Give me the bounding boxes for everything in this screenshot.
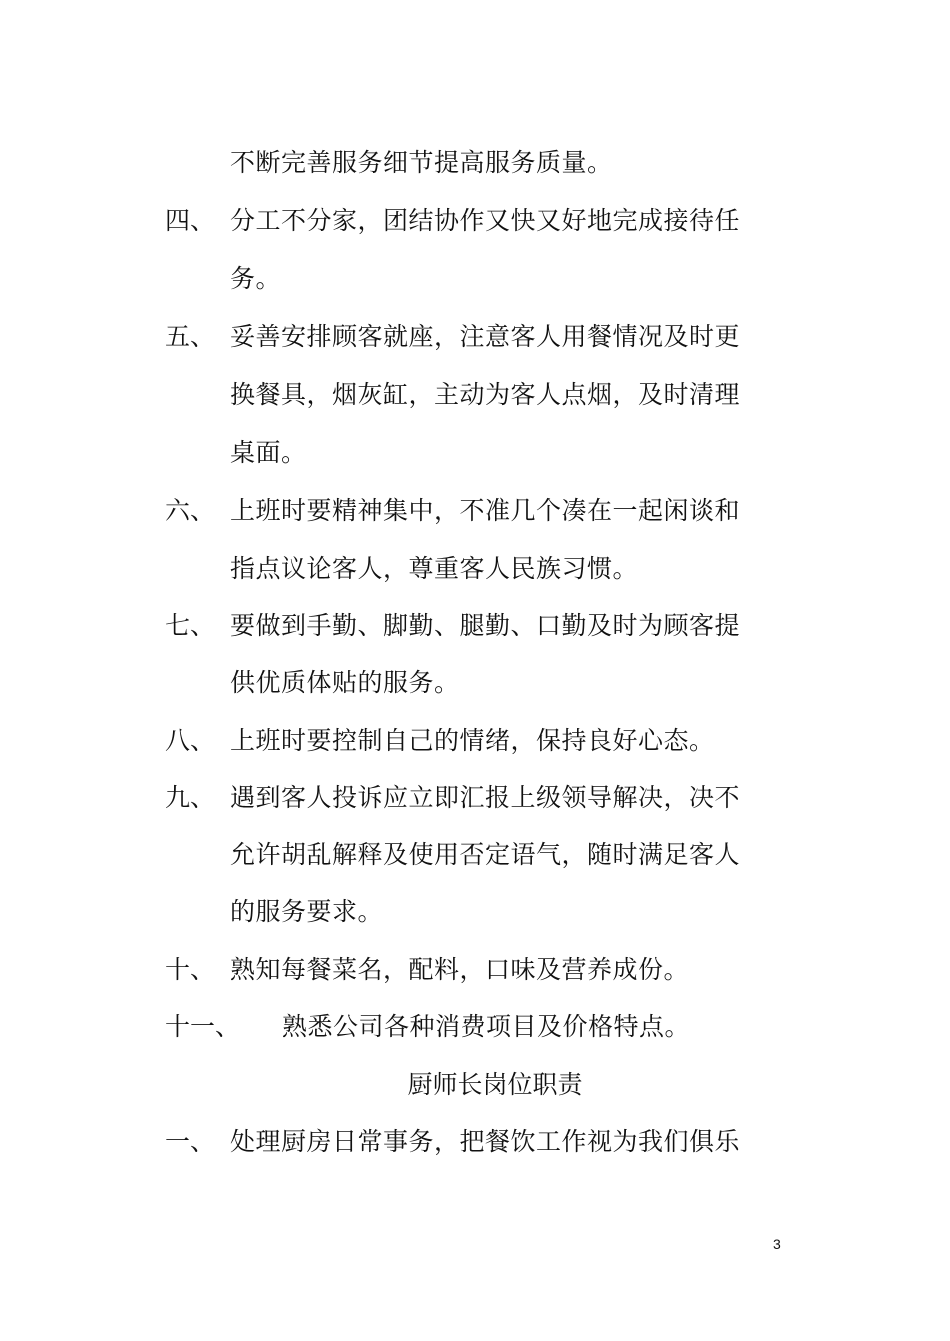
item-4-line-1: 分工不分家，团结协作又快又好地完成接待任 [230,206,741,235]
section-item-1-line-1: 处理厨房日常事务，把餐饮工作视为我们俱乐 [230,1127,741,1156]
item-10-line-1: 熟知每餐菜名，配料，口味及营养成份。 [230,955,690,984]
section-item-number-1: 一、 [165,1127,216,1156]
section-title: 厨师长岗位职责 [407,1070,583,1099]
item-7-line-2: 供优质体贴的服务。 [230,668,460,697]
item-4-line-2: 务。 [230,264,282,293]
item-9-line-1: 遇到客人投诉应立即汇报上级领导解决，决不 [230,783,741,812]
page-number: 3 [773,1236,781,1252]
item-number-5: 五、 [165,322,216,351]
item-7-line-1: 要做到手勤、脚勤、腿勤、口勤及时为顾客提 [230,611,741,640]
item-5-line-1: 妥善安排顾客就座，注意客人用餐情况及时更 [230,322,741,351]
carry-over-line: 不断完善服务细节提高服务质量。 [230,148,613,177]
item-number-7: 七、 [165,611,216,640]
item-9-line-3: 的服务要求。 [230,897,384,926]
item-number-9: 九、 [165,783,216,812]
item-5-line-3: 桌面。 [230,438,307,467]
item-number-8: 八、 [165,726,216,755]
item-6-line-2: 指点议论客人，尊重客人民族习惯。 [230,554,639,583]
item-11-line-1: 熟悉公司各种消费项目及价格特点。 [282,1012,691,1041]
item-number-6: 六、 [165,496,216,525]
item-number-4: 四、 [165,206,216,235]
item-8-line-1: 上班时要控制自己的情绪，保持良好心态。 [230,726,715,755]
item-9-line-2: 允许胡乱解释及使用否定语气，随时满足客人 [230,840,741,869]
item-5-line-2: 换餐具，烟灰缸，主动为客人点烟，及时清理 [230,380,741,409]
item-6-line-1: 上班时要精神集中，不准几个凑在一起闲谈和 [230,496,741,525]
item-number-10: 十、 [165,955,216,984]
item-number-11: 十一、 [165,1012,241,1041]
